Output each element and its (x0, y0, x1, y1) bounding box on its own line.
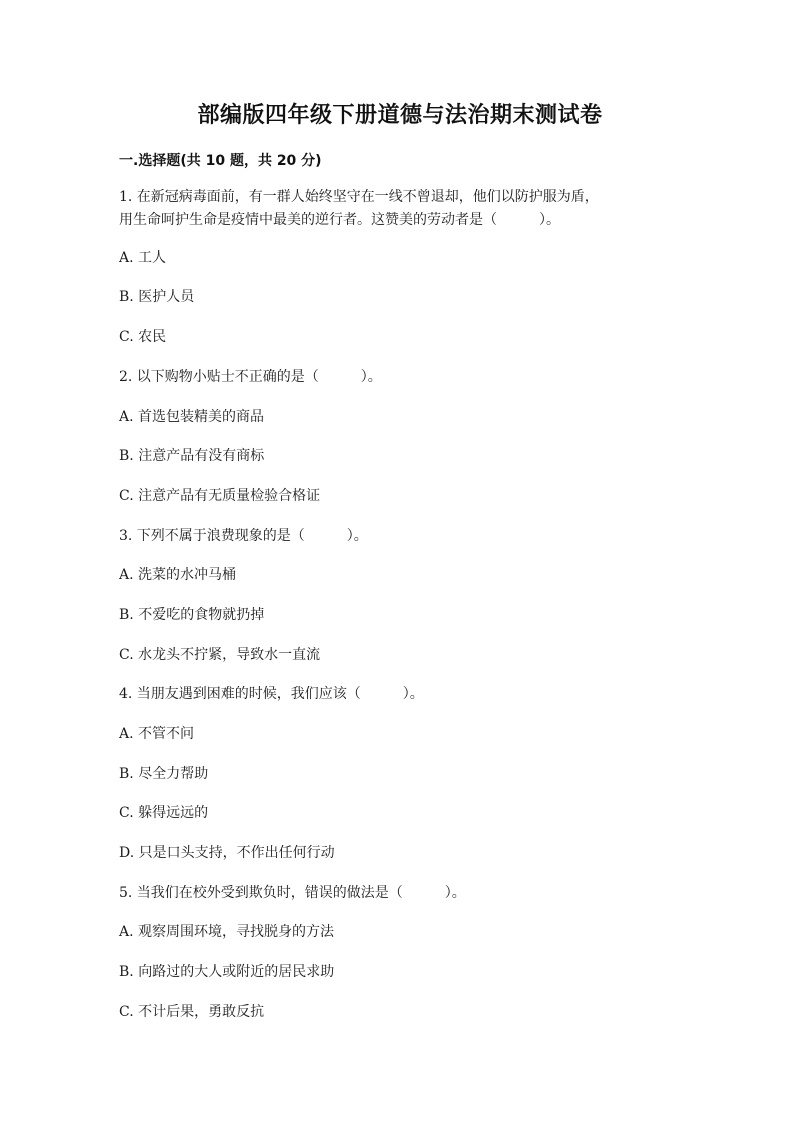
question-1-stem-line-2: 用生命呵护生命是疫情中最美的逆行者。这赞美的劳动者是（ ）。 (119, 212, 560, 228)
question-1-option-b: B. 医护人员 (119, 289, 195, 305)
question-5-stem: 5. 当我们在校外受到欺负时，错误的做法是（ ）。 (119, 885, 466, 901)
page-title: 部编版四年级下册道德与法治期末测试卷 (197, 103, 603, 128)
question-1-option-c: C. 农民 (119, 329, 167, 345)
question-2-option-c: C. 注意产品有无质量检验合格证 (119, 488, 321, 504)
question-5-option-c: C. 不计后果，勇敢反抗 (119, 1004, 265, 1020)
question-4-option-b: B. 尽全力帮助 (119, 766, 209, 782)
question-2-option-b: B. 注意产品有没有商标 (119, 448, 265, 464)
question-1-option-a: A. 工人 (119, 250, 167, 266)
question-4-option-d: D. 只是口头支持，不作出任何行动 (119, 845, 335, 861)
question-3-option-b: B. 不爱吃的食物就扔掉 (119, 607, 265, 623)
question-4-option-c: C. 躲得远远的 (119, 805, 209, 821)
question-1-stem-line-1: 1. 在新冠病毒面前，有一群人始终坚守在一线不曾退却，他们以防护服为盾， (119, 189, 599, 205)
question-3-option-a: A. 洗菜的水冲马桶 (119, 567, 237, 583)
question-3-option-c: C. 水龙头不拧紧，导致水一直流 (119, 647, 321, 663)
question-4-stem: 4. 当朋友遇到困难的时候，我们应该（ ）。 (119, 686, 424, 702)
section-heading: 一.选择题(共 10 题，共 20 分) (119, 153, 322, 169)
question-3-stem: 3. 下列不属于浪费现象的是（ ）。 (119, 528, 368, 544)
question-2-option-a: A. 首选包装精美的商品 (119, 409, 265, 425)
question-5-option-a: A. 观察周围环境，寻找脱身的方法 (119, 924, 335, 940)
question-4-option-a: A. 不管不问 (119, 726, 195, 742)
question-2-stem: 2. 以下购物小贴士不正确的是（ ）。 (119, 369, 382, 385)
question-5-option-b: B. 向路过的大人或附近的居民求助 (119, 964, 335, 980)
